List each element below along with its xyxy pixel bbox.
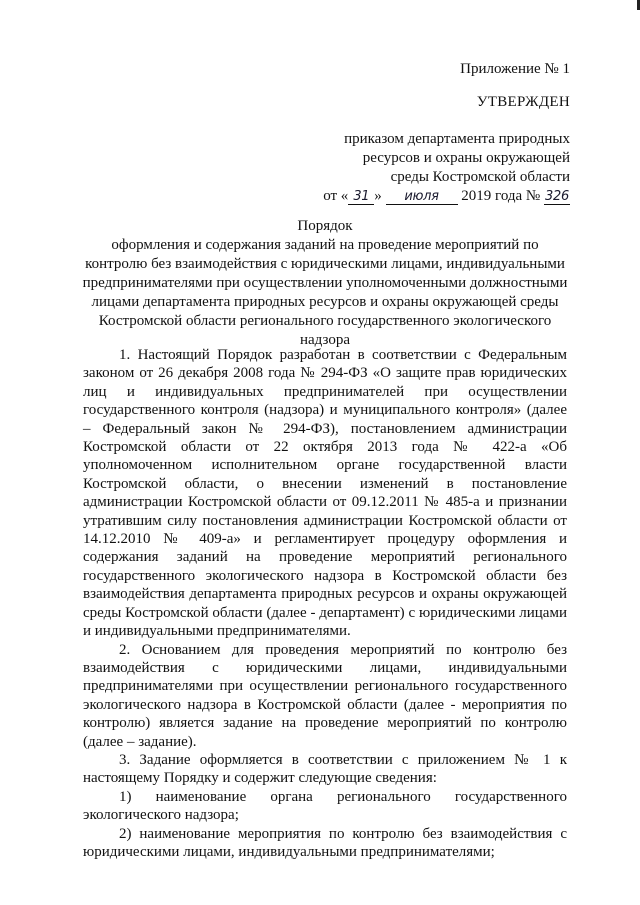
title-line: предпринимателями при осуществлении уполномоченными должностными [82, 275, 568, 291]
date-prefix: от « [323, 188, 349, 204]
approved-label: УТВЕРЖДЕН [476, 94, 570, 110]
handwritten-day: 31 [348, 189, 374, 205]
order-date-line [310, 187, 570, 206]
approval-order-block [310, 130, 570, 206]
document-body [83, 346, 567, 861]
list-item-1-continuation: экологического надзора; [83, 807, 239, 824]
paragraph-2: 2. Основанием для проведения мероприятий по контролю без взаимодействия с юридическими лицами, индивидуальными предпринимателями при осуществлении регионального государственного экологического надзора в Костромской области (далее - мероприятия по контролю) является задание на проведение мероприятий по контролю (далее – задание). [83, 641, 567, 750]
document-title [75, 217, 575, 350]
handwritten-month: июля [386, 189, 458, 205]
appendix-label: Приложение № 1 [460, 61, 570, 77]
order-line: приказом департамента природных [344, 131, 570, 147]
date-mid: » [374, 188, 382, 204]
title-line: Костромской области регионального государственного экологического [98, 313, 552, 329]
paragraph-1: 1. Настоящий Порядок разработан в соответствии с Федеральным законом от 26 декабря 2008 года № 294-ФЗ «О защите прав юридических лиц и индивидуальных предпринимателей при осуществлении государственного контроля (надзора) и муниципального контроля» (далее – Федеральный закон № 294-ФЗ), постановлением администрации Костромской области от 22 октября 2013 года № 422-а «Об уполномоченном исполнительном органе государственной власти Костромской области, о внесении изменений в постановление администрации Костромской области от 09.12.2011 № 485-а и признании утратившим силу постановления администрации Костромской области от 14.12.2010 № 409-а» и регламентирует процедуру оформления и содержания заданий на проведение мероприятий регионального государственного экологического надзора в Костромской области без взаимодействия департамента природных ресурсов и охраны окружающей среды Костромской области (далее - департамент) с юридическими лицами и индивидуальными предпринимателями. [83, 347, 567, 640]
title-line: контролю без взаимодействия с юридическими лицами, индивидуальными [85, 256, 565, 272]
title-line: оформления и содержания заданий на проведение мероприятий по [111, 237, 539, 253]
list-item-2: 2) наименование мероприятия по контролю без взаимодействия с юридическими лицами, индивидуальными предпринимателями; [83, 825, 567, 860]
list-item-1-word: государственного [454, 788, 567, 805]
paragraph-3: 3. Задание оформляется в соответствии с приложением № 1 к настоящему Порядку и содержит следующие сведения: [83, 751, 567, 787]
list-item-1-word: регионального [336, 788, 431, 805]
title-heading: Порядок [297, 218, 353, 234]
list-item-1 [83, 788, 567, 806]
order-line: среды Костромской области [390, 169, 570, 185]
title-line: лицами департамента природных ресурсов и охраны окружающей среды [91, 294, 559, 310]
handwritten-number: 326 [545, 189, 569, 204]
list-item-1-word: наименование [155, 788, 247, 805]
title-subtitle [75, 236, 575, 350]
title-line: надзора [300, 332, 350, 348]
date-year-text: 2019 года № [461, 188, 541, 204]
order-line: ресурсов и охраны окружающей [362, 150, 570, 166]
list-item-1-word: органа [270, 788, 313, 805]
list-item-1-word: 1) [119, 788, 132, 805]
